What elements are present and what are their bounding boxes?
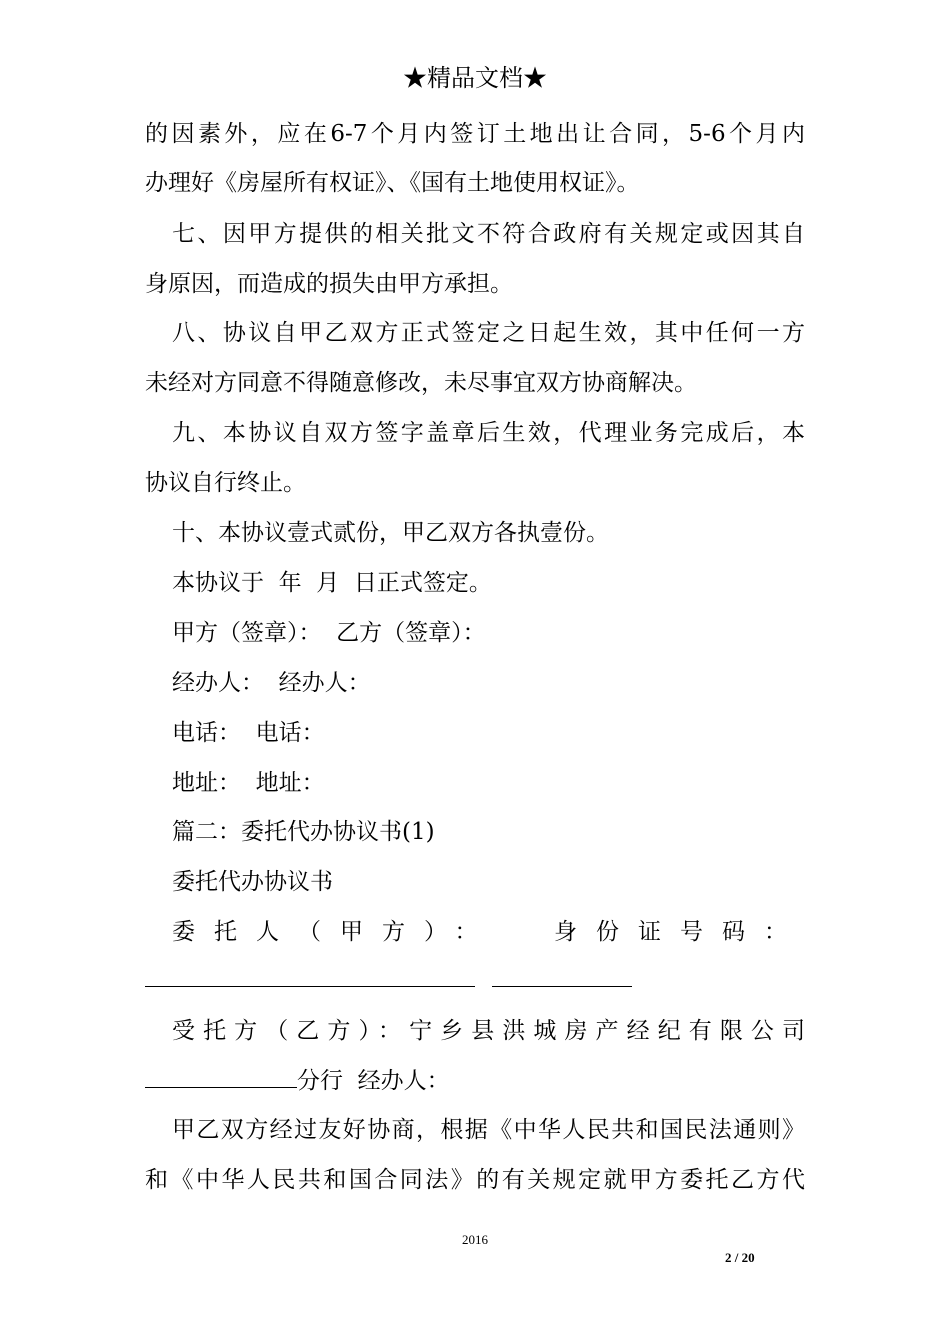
body-line: 七、因甲方提供的相关批文不符合政府有关规定或因其自 bbox=[172, 221, 805, 247]
body-line: 身原因，而造成的损失由甲方承担。 bbox=[145, 271, 513, 297]
body-line: 甲乙双方经过友好协商，根据《中华人民共和国民法通则》 bbox=[172, 1117, 805, 1143]
address-line: 地址： 地址： bbox=[172, 770, 325, 796]
branch-line bbox=[145, 1064, 805, 1098]
branch-blank bbox=[145, 1065, 297, 1088]
trustee-line: 受托方（乙方）：宁乡县洪城房产经纪有限公司 bbox=[172, 1018, 805, 1044]
body-line: 协议自行终止。 bbox=[145, 470, 306, 496]
body-line: 未经对方同意不得随意修改，未尽事宜双方协商解决。 bbox=[145, 370, 697, 396]
body-line: 办理好《房屋所有权证》、《国有土地使用权证》。 bbox=[145, 170, 640, 196]
agreement-title: 委托代办协议书 bbox=[172, 869, 333, 895]
body-line: 十、本协议壹式贰份，甲乙双方各执壹份。 bbox=[172, 520, 609, 546]
signature-line: 甲方（签章）： 乙方（签章）： bbox=[172, 620, 486, 646]
body-line: 九、本协议自双方签字盖章后生效，代理业务完成后，本 bbox=[172, 420, 805, 446]
footer-year: 2016 bbox=[462, 1232, 488, 1247]
id-blank bbox=[492, 986, 632, 987]
body-line: 八、协议自甲乙双方正式签定之日起生效，其中任何一方 bbox=[172, 320, 805, 346]
signing-date-line: 本协议于 年 月 日正式签定。 bbox=[172, 570, 492, 596]
phone-line: 电话： 电话： bbox=[172, 720, 325, 746]
id-number-label: 身份证号码： bbox=[554, 919, 806, 945]
document-header: ★精品文档★ bbox=[403, 64, 547, 92]
agent-line: 经办人： 经办人： bbox=[172, 670, 371, 696]
body-line: 和《中华人民共和国合同法》的有关规定就甲方委托乙方代 bbox=[145, 1167, 805, 1193]
page-number: 2 / 20 bbox=[725, 1250, 755, 1265]
section-title: 篇二：委托代办协议书(1) bbox=[172, 819, 435, 845]
body-line: 的因素外，应在6-7个月内签订土地出让合同，5-6个月内 bbox=[145, 121, 805, 147]
principal-label: 委托人（甲方）： bbox=[172, 919, 497, 945]
branch-text: 分行 经办人： bbox=[297, 1068, 450, 1094]
principal-blank bbox=[145, 986, 475, 987]
